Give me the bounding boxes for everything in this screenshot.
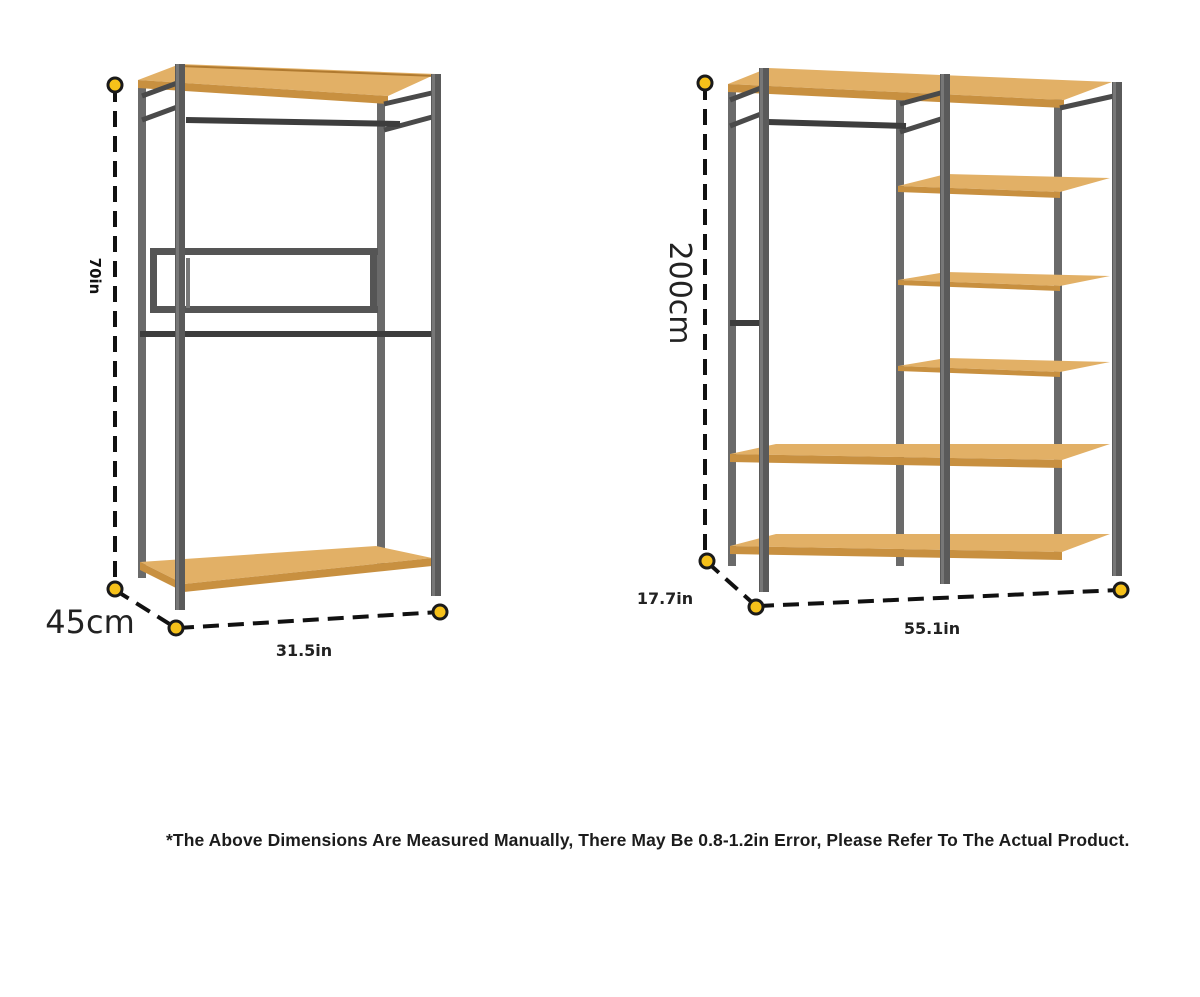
width-dimension-line (178, 612, 440, 628)
hanging-rod (768, 122, 906, 126)
depth-dimension-line (707, 562, 756, 606)
marker-dot (169, 621, 183, 635)
marker-dot (108, 78, 122, 92)
clothing-rack-large (728, 68, 1122, 592)
marker-dot (108, 582, 122, 596)
clothing-rack-small (138, 64, 441, 610)
width-label-right: 55.1in (903, 619, 961, 638)
marker-dot (1114, 583, 1128, 597)
marker-dot (433, 605, 447, 619)
hanging-rod-top (186, 120, 400, 124)
width-dimension-line (758, 590, 1120, 606)
marker-dot (749, 600, 763, 614)
measurement-disclaimer: *The Above Dimensions Are Measured Manually, There May Be 0.8-1.2in Error, Please Refer To The Actual Product. (166, 830, 1130, 850)
height-label-left: 70in (86, 257, 104, 295)
depth-label-right: 17.7in (636, 589, 694, 608)
marker-dot (698, 76, 712, 90)
depth-label-left: 45cm (45, 603, 135, 641)
width-label-left: 31.5in (275, 641, 333, 660)
marker-dot (700, 554, 714, 568)
height-label-right: 200cm (662, 241, 697, 345)
